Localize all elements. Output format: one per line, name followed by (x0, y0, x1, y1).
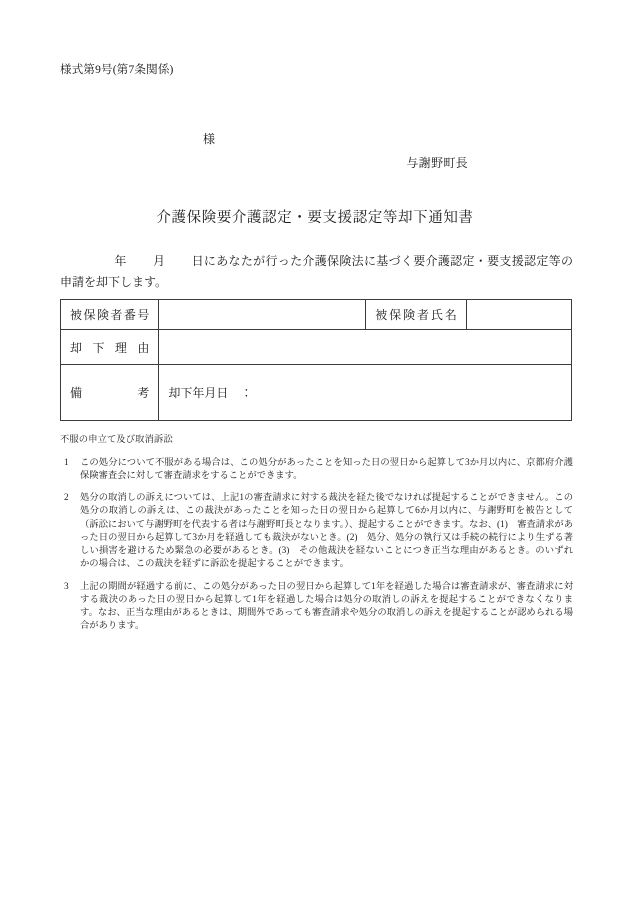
legal-item-3-text: 上記の期間が経過する前に、この処分があった日の翌日から起算して1年を経過した場合は審査請求が、審査請求に対する裁決のあった日の翌日から起算して1年を経過した場合は処分の取消しの訴えを提起することができなくなります。なお、正当な理由があるときは、期間外であっても審査請求や処分の取消しの訴えを提起することが認められる場合があります。 (80, 581, 573, 632)
value-insured-name[interactable] (466, 300, 571, 330)
value-rejection-reason[interactable] (159, 330, 572, 365)
value-insured-number[interactable] (159, 300, 366, 330)
month-label: 月 (152, 254, 166, 268)
legal-notice-heading: 不服の申立て及び取消訴訟 (60, 435, 173, 445)
day-label: 日 (191, 254, 204, 268)
legal-item-1-number: 1 (64, 457, 69, 468)
label-rejection-reason: 却下理由 (61, 330, 159, 365)
legal-item-2 (60, 492, 573, 571)
legal-item-2-text: 処分の取消しの訴えについては、上記1の審査請求に対する裁決を経た後でなければ提起することができません。この処分の取消しの訴えは、この裁決があったことを知った日の翌日から起算して6か月以内に、与謝野町を被告として（訴訟において与謝野町を代表する者は与謝野町長となります。）、提起することができます。なお、(1) 審査請求があった日の翌日から起算して3か月を経過しても裁決がないとき。(2) 処分、処分の執行又は手続の続行により生ずる著しい損害を避けるため緊急の必要があるとき。(3) その他裁決を経ないことにつき正当な理由があるとき。のいずれかの場合は、この裁決を経ずに訴訟を提起することができます。 (80, 493, 573, 570)
document-title: 介護保険要介護認定・要支援認定等却下通知書 (156, 210, 474, 226)
label-insured-name: 被保険者氏名 (366, 300, 467, 330)
table-row-insured (61, 300, 572, 330)
legal-item-3-number: 3 (64, 581, 69, 592)
statement-text: にあなたが行った介護保険法に基づく要介護認定・要支援認定等の申請を却下します。 (60, 254, 573, 289)
form-number: 様式第9号(第7条関係) (60, 64, 174, 76)
legal-item-2-number: 2 (64, 493, 69, 504)
addressee-honorific: 様 (203, 132, 216, 146)
table-row-reason (61, 330, 572, 365)
year-label: 年 (114, 254, 127, 268)
legal-item-1-text: この処分について不服がある場合は、この処分があったことを知った日の翌日から起算して3か月以内に、京都府介護保険審査会に対して審査請求をすることができます。 (80, 457, 573, 481)
table-row-remarks (61, 365, 572, 421)
label-insured-number: 被保険者番号 (61, 300, 159, 330)
issuer-name: 与謝野町長 (406, 156, 468, 170)
label-remarks: 備考 (61, 365, 159, 421)
legal-item-1 (60, 457, 573, 483)
legal-item-3 (60, 581, 573, 634)
body-statement (60, 251, 573, 293)
value-remarks[interactable]: 却下年月日 ： (159, 365, 572, 421)
legal-notice (60, 434, 573, 634)
certification-form-table (60, 299, 572, 421)
